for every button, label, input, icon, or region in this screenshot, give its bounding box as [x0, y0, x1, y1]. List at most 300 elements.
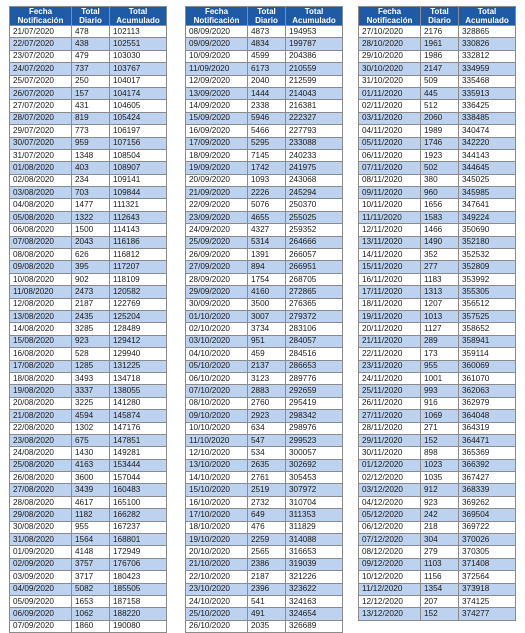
- table-row: [10, 87, 167, 99]
- cell-total-diario: 1466: [421, 224, 459, 236]
- table-row: [359, 372, 516, 384]
- cell-total-diario: 1923: [421, 149, 459, 161]
- table-row: [186, 459, 343, 471]
- cell-fecha: 23/10/2020: [186, 583, 248, 595]
- cell-total-acumulado: 108907: [110, 162, 167, 174]
- cell-fecha: 06/12/2020: [359, 521, 421, 533]
- cell-total-diario: 352: [421, 249, 459, 261]
- cell-total-diario: 1285: [72, 360, 110, 372]
- table-row: [10, 199, 167, 211]
- cell-fecha: 07/08/2020: [10, 236, 72, 248]
- table-row: [186, 75, 343, 87]
- table-row: [359, 26, 516, 38]
- cell-total-acumulado: 102113: [110, 26, 167, 38]
- table-row: [10, 385, 167, 397]
- cell-fecha: 19/08/2020: [10, 385, 72, 397]
- cell-total-acumulado: 324163: [286, 595, 343, 607]
- table-row: [359, 286, 516, 298]
- cell-total-diario: 7145: [248, 149, 286, 161]
- header-row: [359, 7, 516, 26]
- cell-fecha: 10/12/2020: [359, 571, 421, 583]
- cell-total-diario: 547: [248, 434, 286, 446]
- cell-total-diario: 1986: [421, 50, 459, 62]
- cell-fecha: 30/09/2020: [186, 298, 248, 310]
- cell-fecha: 28/08/2020: [10, 496, 72, 508]
- cell-fecha: 16/08/2020: [10, 348, 72, 360]
- cell-total-diario: 2396: [248, 583, 286, 595]
- table-row: [186, 608, 343, 620]
- cell-total-acumulado: 369262: [459, 496, 516, 508]
- table-row: [359, 63, 516, 75]
- cell-fecha: 07/11/2020: [359, 162, 421, 174]
- table-row: [359, 174, 516, 186]
- cell-total-diario: 4617: [72, 496, 110, 508]
- table-row: [10, 211, 167, 223]
- cell-fecha: 03/09/2020: [10, 571, 72, 583]
- cell-total-acumulado: 344645: [459, 162, 516, 174]
- cell-total-acumulado: 353992: [459, 273, 516, 285]
- table-row: [10, 583, 167, 595]
- cell-fecha: 09/08/2020: [10, 261, 72, 273]
- cell-total-acumulado: 114143: [110, 224, 167, 236]
- cell-total-diario: 2760: [248, 397, 286, 409]
- cell-fecha: 13/11/2020: [359, 236, 421, 248]
- header-total-diario: Total Diario: [421, 7, 459, 26]
- cell-total-diario: 1001: [421, 372, 459, 384]
- cell-total-acumulado: 330826: [459, 38, 516, 50]
- cell-total-diario: 773: [72, 125, 110, 137]
- cell-total-diario: 1430: [72, 447, 110, 459]
- cell-total-diario: 2176: [421, 26, 459, 38]
- cell-total-acumulado: 145874: [110, 410, 167, 422]
- table-row: [186, 447, 343, 459]
- cell-fecha: 05/09/2020: [10, 595, 72, 607]
- table-row: [186, 372, 343, 384]
- cell-fecha: 14/11/2020: [359, 249, 421, 261]
- table-row: [186, 385, 343, 397]
- table-row: [186, 87, 343, 99]
- cell-total-diario: 534: [248, 447, 286, 459]
- cell-fecha: 27/11/2020: [359, 410, 421, 422]
- cell-total-acumulado: 104605: [110, 100, 167, 112]
- cell-total-diario: 4327: [248, 224, 286, 236]
- table-row: [359, 472, 516, 484]
- cell-fecha: 11/08/2020: [10, 286, 72, 298]
- cell-total-diario: 1035: [421, 472, 459, 484]
- table-row: [359, 87, 516, 99]
- cell-fecha: 10/10/2020: [186, 422, 248, 434]
- cell-fecha: 23/08/2020: [10, 434, 72, 446]
- cell-total-diario: 5082: [72, 583, 110, 595]
- cell-fecha: 24/10/2020: [186, 595, 248, 607]
- cell-total-diario: 3123: [248, 372, 286, 384]
- table-row: [359, 348, 516, 360]
- cell-fecha: 22/08/2020: [10, 422, 72, 434]
- table-row: [359, 50, 516, 62]
- table-row: [10, 447, 167, 459]
- cell-total-acumulado: 129412: [110, 335, 167, 347]
- cell-total-acumulado: 241975: [286, 162, 343, 174]
- cell-fecha: 05/12/2020: [359, 509, 421, 521]
- cell-fecha: 24/09/2020: [186, 224, 248, 236]
- cell-fecha: 11/09/2020: [186, 63, 248, 75]
- cell-total-diario: 4148: [72, 546, 110, 558]
- cell-total-diario: 6173: [248, 63, 286, 75]
- cell-total-acumulado: 335468: [459, 75, 516, 87]
- cell-total-diario: 3717: [72, 571, 110, 583]
- cell-total-diario: 993: [421, 385, 459, 397]
- table-row: [10, 236, 167, 248]
- cell-total-diario: 234: [72, 174, 110, 186]
- table-body: [186, 26, 343, 633]
- cell-total-diario: 1348: [72, 149, 110, 161]
- table-row: [10, 410, 167, 422]
- cell-total-acumulado: 370305: [459, 546, 516, 558]
- cell-fecha: 12/09/2020: [186, 75, 248, 87]
- cell-fecha: 27/09/2020: [186, 261, 248, 273]
- table-row: [186, 298, 343, 310]
- cell-total-diario: 1961: [421, 38, 459, 50]
- table-row: [359, 534, 516, 546]
- cell-total-acumulado: 214043: [286, 87, 343, 99]
- table-row: [186, 137, 343, 149]
- cell-fecha: 26/10/2020: [186, 620, 248, 632]
- cell-fecha: 25/11/2020: [359, 385, 421, 397]
- table-row: [10, 261, 167, 273]
- cell-total-diario: 1062: [72, 608, 110, 620]
- cell-total-acumulado: 194953: [286, 26, 343, 38]
- cell-fecha: 31/10/2020: [359, 75, 421, 87]
- cell-total-diario: 289: [421, 335, 459, 347]
- cell-total-diario: 1653: [72, 595, 110, 607]
- cell-total-acumulado: 187158: [110, 595, 167, 607]
- cell-total-diario: 2435: [72, 310, 110, 322]
- cell-total-acumulado: 298976: [286, 422, 343, 434]
- cell-total-diario: 3337: [72, 385, 110, 397]
- table-row: [10, 620, 167, 632]
- cell-fecha: 15/09/2020: [186, 112, 248, 124]
- cell-fecha: 18/09/2020: [186, 149, 248, 161]
- cell-total-acumulado: 374277: [459, 608, 516, 620]
- cell-fecha: 18/08/2020: [10, 372, 72, 384]
- cell-total-acumulado: 131225: [110, 360, 167, 372]
- cell-total-diario: 703: [72, 187, 110, 199]
- cell-total-acumulado: 335913: [459, 87, 516, 99]
- table-row: [10, 348, 167, 360]
- table-row: [359, 360, 516, 372]
- cell-fecha: 14/10/2020: [186, 472, 248, 484]
- cell-total-diario: 923: [421, 496, 459, 508]
- cell-fecha: 25/10/2020: [186, 608, 248, 620]
- cell-total-diario: 4594: [72, 410, 110, 422]
- cell-total-acumulado: 374125: [459, 595, 516, 607]
- cell-fecha: 03/10/2020: [186, 335, 248, 347]
- cell-total-acumulado: 352809: [459, 261, 516, 273]
- cell-fecha: 06/09/2020: [10, 608, 72, 620]
- cell-total-diario: 3734: [248, 323, 286, 335]
- cell-total-diario: 2137: [248, 360, 286, 372]
- cell-total-acumulado: 352532: [459, 249, 516, 261]
- table-row: [359, 422, 516, 434]
- cell-total-acumulado: 340474: [459, 125, 516, 137]
- cell-total-diario: 1207: [421, 298, 459, 310]
- cell-total-acumulado: 364319: [459, 422, 516, 434]
- cell-total-diario: 2338: [248, 100, 286, 112]
- table-row: [10, 434, 167, 446]
- cell-fecha: 07/10/2020: [186, 385, 248, 397]
- table-row: [10, 286, 167, 298]
- table-row: [10, 187, 167, 199]
- cell-total-acumulado: 326689: [286, 620, 343, 632]
- header-total-acumulado: Total Acumulado: [286, 7, 343, 26]
- table-row: [359, 75, 516, 87]
- table-row: [359, 410, 516, 422]
- cell-total-diario: 634: [248, 422, 286, 434]
- cell-total-diario: 438: [72, 38, 110, 50]
- cell-total-acumulado: 210559: [286, 63, 343, 75]
- table-row: [10, 496, 167, 508]
- table-row: [186, 571, 343, 583]
- cell-fecha: 03/11/2020: [359, 112, 421, 124]
- cell-total-diario: 1656: [421, 199, 459, 211]
- cell-total-diario: 955: [421, 360, 459, 372]
- table-row: [359, 496, 516, 508]
- cell-total-acumulado: 149281: [110, 447, 167, 459]
- cell-total-acumulado: 370026: [459, 534, 516, 546]
- cell-total-diario: 1127: [421, 323, 459, 335]
- cell-total-acumulado: 364048: [459, 410, 516, 422]
- cell-total-diario: 1013: [421, 310, 459, 322]
- cell-total-diario: 916: [421, 397, 459, 409]
- cell-total-diario: 2386: [248, 558, 286, 570]
- cell-total-diario: 218: [421, 521, 459, 533]
- cell-fecha: 27/08/2020: [10, 484, 72, 496]
- cell-fecha: 13/09/2020: [186, 87, 248, 99]
- cell-fecha: 09/12/2020: [359, 558, 421, 570]
- cell-total-diario: 2473: [72, 286, 110, 298]
- table-row: [186, 273, 343, 285]
- cell-fecha: 31/07/2020: [10, 149, 72, 161]
- table-row: [359, 385, 516, 397]
- cell-total-diario: 157: [72, 87, 110, 99]
- cell-total-acumulado: 345985: [459, 187, 516, 199]
- table-row: [359, 137, 516, 149]
- cell-fecha: 14/08/2020: [10, 323, 72, 335]
- cell-total-diario: 1477: [72, 199, 110, 211]
- cell-fecha: 03/08/2020: [10, 187, 72, 199]
- cell-total-acumulado: 345025: [459, 174, 516, 186]
- cell-fecha: 12/10/2020: [186, 447, 248, 459]
- cell-total-acumulado: 286653: [286, 360, 343, 372]
- cell-total-diario: 395: [72, 261, 110, 273]
- cell-total-diario: 1500: [72, 224, 110, 236]
- cell-total-acumulado: 362979: [459, 397, 516, 409]
- cell-total-diario: 2043: [72, 236, 110, 248]
- cell-total-acumulado: 128489: [110, 323, 167, 335]
- cell-total-acumulado: 109844: [110, 187, 167, 199]
- cell-total-diario: 951: [248, 335, 286, 347]
- cell-fecha: 22/07/2020: [10, 38, 72, 50]
- table-row: [186, 149, 343, 161]
- cell-fecha: 08/12/2020: [359, 546, 421, 558]
- cell-total-diario: 152: [421, 434, 459, 446]
- cell-fecha: 22/09/2020: [186, 199, 248, 211]
- cell-total-diario: 459: [248, 348, 286, 360]
- cell-fecha: 10/09/2020: [186, 50, 248, 62]
- cell-fecha: 06/10/2020: [186, 372, 248, 384]
- cell-total-acumulado: 106197: [110, 125, 167, 137]
- cell-fecha: 13/12/2020: [359, 608, 421, 620]
- cell-total-acumulado: 311829: [286, 521, 343, 533]
- cell-fecha: 28/09/2020: [186, 273, 248, 285]
- cell-total-diario: 2040: [248, 75, 286, 87]
- cell-fecha: 02/12/2020: [359, 472, 421, 484]
- table-row: [359, 434, 516, 446]
- cell-total-diario: 380: [421, 174, 459, 186]
- cell-total-acumulado: 361070: [459, 372, 516, 384]
- cell-total-diario: 478: [72, 26, 110, 38]
- cell-total-acumulado: 103767: [110, 63, 167, 75]
- cell-total-acumulado: 355305: [459, 286, 516, 298]
- cell-total-diario: 2035: [248, 620, 286, 632]
- cell-total-diario: 2147: [421, 63, 459, 75]
- cell-fecha: 23/07/2020: [10, 50, 72, 62]
- table-row: [10, 459, 167, 471]
- cell-total-diario: 626: [72, 249, 110, 261]
- table-row: [359, 608, 516, 620]
- table-row: [359, 335, 516, 347]
- table-row: [359, 521, 516, 533]
- cell-fecha: 01/09/2020: [10, 546, 72, 558]
- cell-fecha: 16/10/2020: [186, 496, 248, 508]
- notification-table-1: [9, 6, 167, 633]
- cell-total-acumulado: 204386: [286, 50, 343, 62]
- cell-total-diario: 4160: [248, 286, 286, 298]
- cell-fecha: 12/12/2020: [359, 595, 421, 607]
- cell-total-diario: 3600: [72, 472, 110, 484]
- cell-total-diario: 207: [421, 595, 459, 607]
- cell-fecha: 21/08/2020: [10, 410, 72, 422]
- cell-total-acumulado: 138055: [110, 385, 167, 397]
- table-row: [186, 112, 343, 124]
- cell-total-acumulado: 319039: [286, 558, 343, 570]
- table-row: [359, 100, 516, 112]
- table-row: [10, 360, 167, 372]
- cell-total-diario: 5946: [248, 112, 286, 124]
- cell-fecha: 28/10/2020: [359, 38, 421, 50]
- cell-total-acumulado: 116812: [110, 249, 167, 261]
- cell-total-acumulado: 338485: [459, 112, 516, 124]
- table-row: [10, 422, 167, 434]
- table-row: [359, 323, 516, 335]
- cell-total-acumulado: 279372: [286, 310, 343, 322]
- cell-total-acumulado: 371408: [459, 558, 516, 570]
- table-row: [10, 137, 167, 149]
- cell-fecha: 16/11/2020: [359, 273, 421, 285]
- cell-total-acumulado: 276365: [286, 298, 343, 310]
- cell-total-acumulado: 364471: [459, 434, 516, 446]
- cell-fecha: 26/08/2020: [10, 472, 72, 484]
- cell-fecha: 16/09/2020: [186, 125, 248, 137]
- table-row: [10, 38, 167, 50]
- cell-fecha: 17/11/2020: [359, 286, 421, 298]
- cell-total-acumulado: 268705: [286, 273, 343, 285]
- cell-total-acumulado: 332812: [459, 50, 516, 62]
- table-body: [10, 26, 167, 633]
- cell-total-diario: 3285: [72, 323, 110, 335]
- cell-total-acumulado: 118109: [110, 273, 167, 285]
- table-row: [186, 323, 343, 335]
- table-row: [10, 608, 167, 620]
- table-row: [10, 298, 167, 310]
- cell-total-acumulado: 167237: [110, 521, 167, 533]
- cell-fecha: 30/08/2020: [10, 521, 72, 533]
- cell-total-acumulado: 103030: [110, 50, 167, 62]
- table-row: [10, 63, 167, 75]
- table-row: [359, 447, 516, 459]
- cell-total-diario: 5466: [248, 125, 286, 137]
- cell-total-diario: 403: [72, 162, 110, 174]
- cell-total-acumulado: 188220: [110, 608, 167, 620]
- cell-total-acumulado: 255025: [286, 211, 343, 223]
- table-row: [359, 310, 516, 322]
- cell-fecha: 11/12/2020: [359, 583, 421, 595]
- table-row: [10, 149, 167, 161]
- cell-total-diario: 1313: [421, 286, 459, 298]
- table-row: [359, 38, 516, 50]
- table-row: [10, 521, 167, 533]
- cell-total-diario: 2761: [248, 472, 286, 484]
- header-total-diario: Total Diario: [72, 7, 110, 26]
- cell-fecha: 29/11/2020: [359, 434, 421, 446]
- cell-total-acumulado: 266057: [286, 249, 343, 261]
- cell-total-diario: 528: [72, 348, 110, 360]
- notification-table-3: [358, 6, 516, 621]
- cell-fecha: 18/11/2020: [359, 298, 421, 310]
- table-row: [186, 434, 343, 446]
- cell-total-acumulado: 358941: [459, 335, 516, 347]
- cell-total-diario: 1391: [248, 249, 286, 261]
- header-fecha: Fecha Notificación: [186, 7, 248, 26]
- cell-total-diario: 1742: [248, 162, 286, 174]
- table-row: [359, 261, 516, 273]
- cell-fecha: 08/09/2020: [186, 26, 248, 38]
- cell-fecha: 11/11/2020: [359, 211, 421, 223]
- cell-total-diario: 1103: [421, 558, 459, 570]
- cell-fecha: 01/12/2020: [359, 459, 421, 471]
- table-row: [186, 348, 343, 360]
- cell-fecha: 01/11/2020: [359, 87, 421, 99]
- cell-total-acumulado: 117207: [110, 261, 167, 273]
- table-row: [186, 63, 343, 75]
- table-row: [10, 484, 167, 496]
- table-row: [186, 310, 343, 322]
- cell-total-diario: 737: [72, 63, 110, 75]
- table-row: [186, 100, 343, 112]
- cell-fecha: 30/11/2020: [359, 447, 421, 459]
- cell-fecha: 10/08/2020: [10, 273, 72, 285]
- cell-fecha: 23/11/2020: [359, 360, 421, 372]
- cell-total-diario: 271: [421, 422, 459, 434]
- cell-total-acumulado: 172949: [110, 546, 167, 558]
- table-row: [186, 249, 343, 261]
- table-row: [186, 397, 343, 409]
- cell-total-acumulado: 369722: [459, 521, 516, 533]
- cell-total-diario: 955: [72, 521, 110, 533]
- table-row: [359, 546, 516, 558]
- cell-fecha: 15/10/2020: [186, 484, 248, 496]
- cell-total-acumulado: 250370: [286, 199, 343, 211]
